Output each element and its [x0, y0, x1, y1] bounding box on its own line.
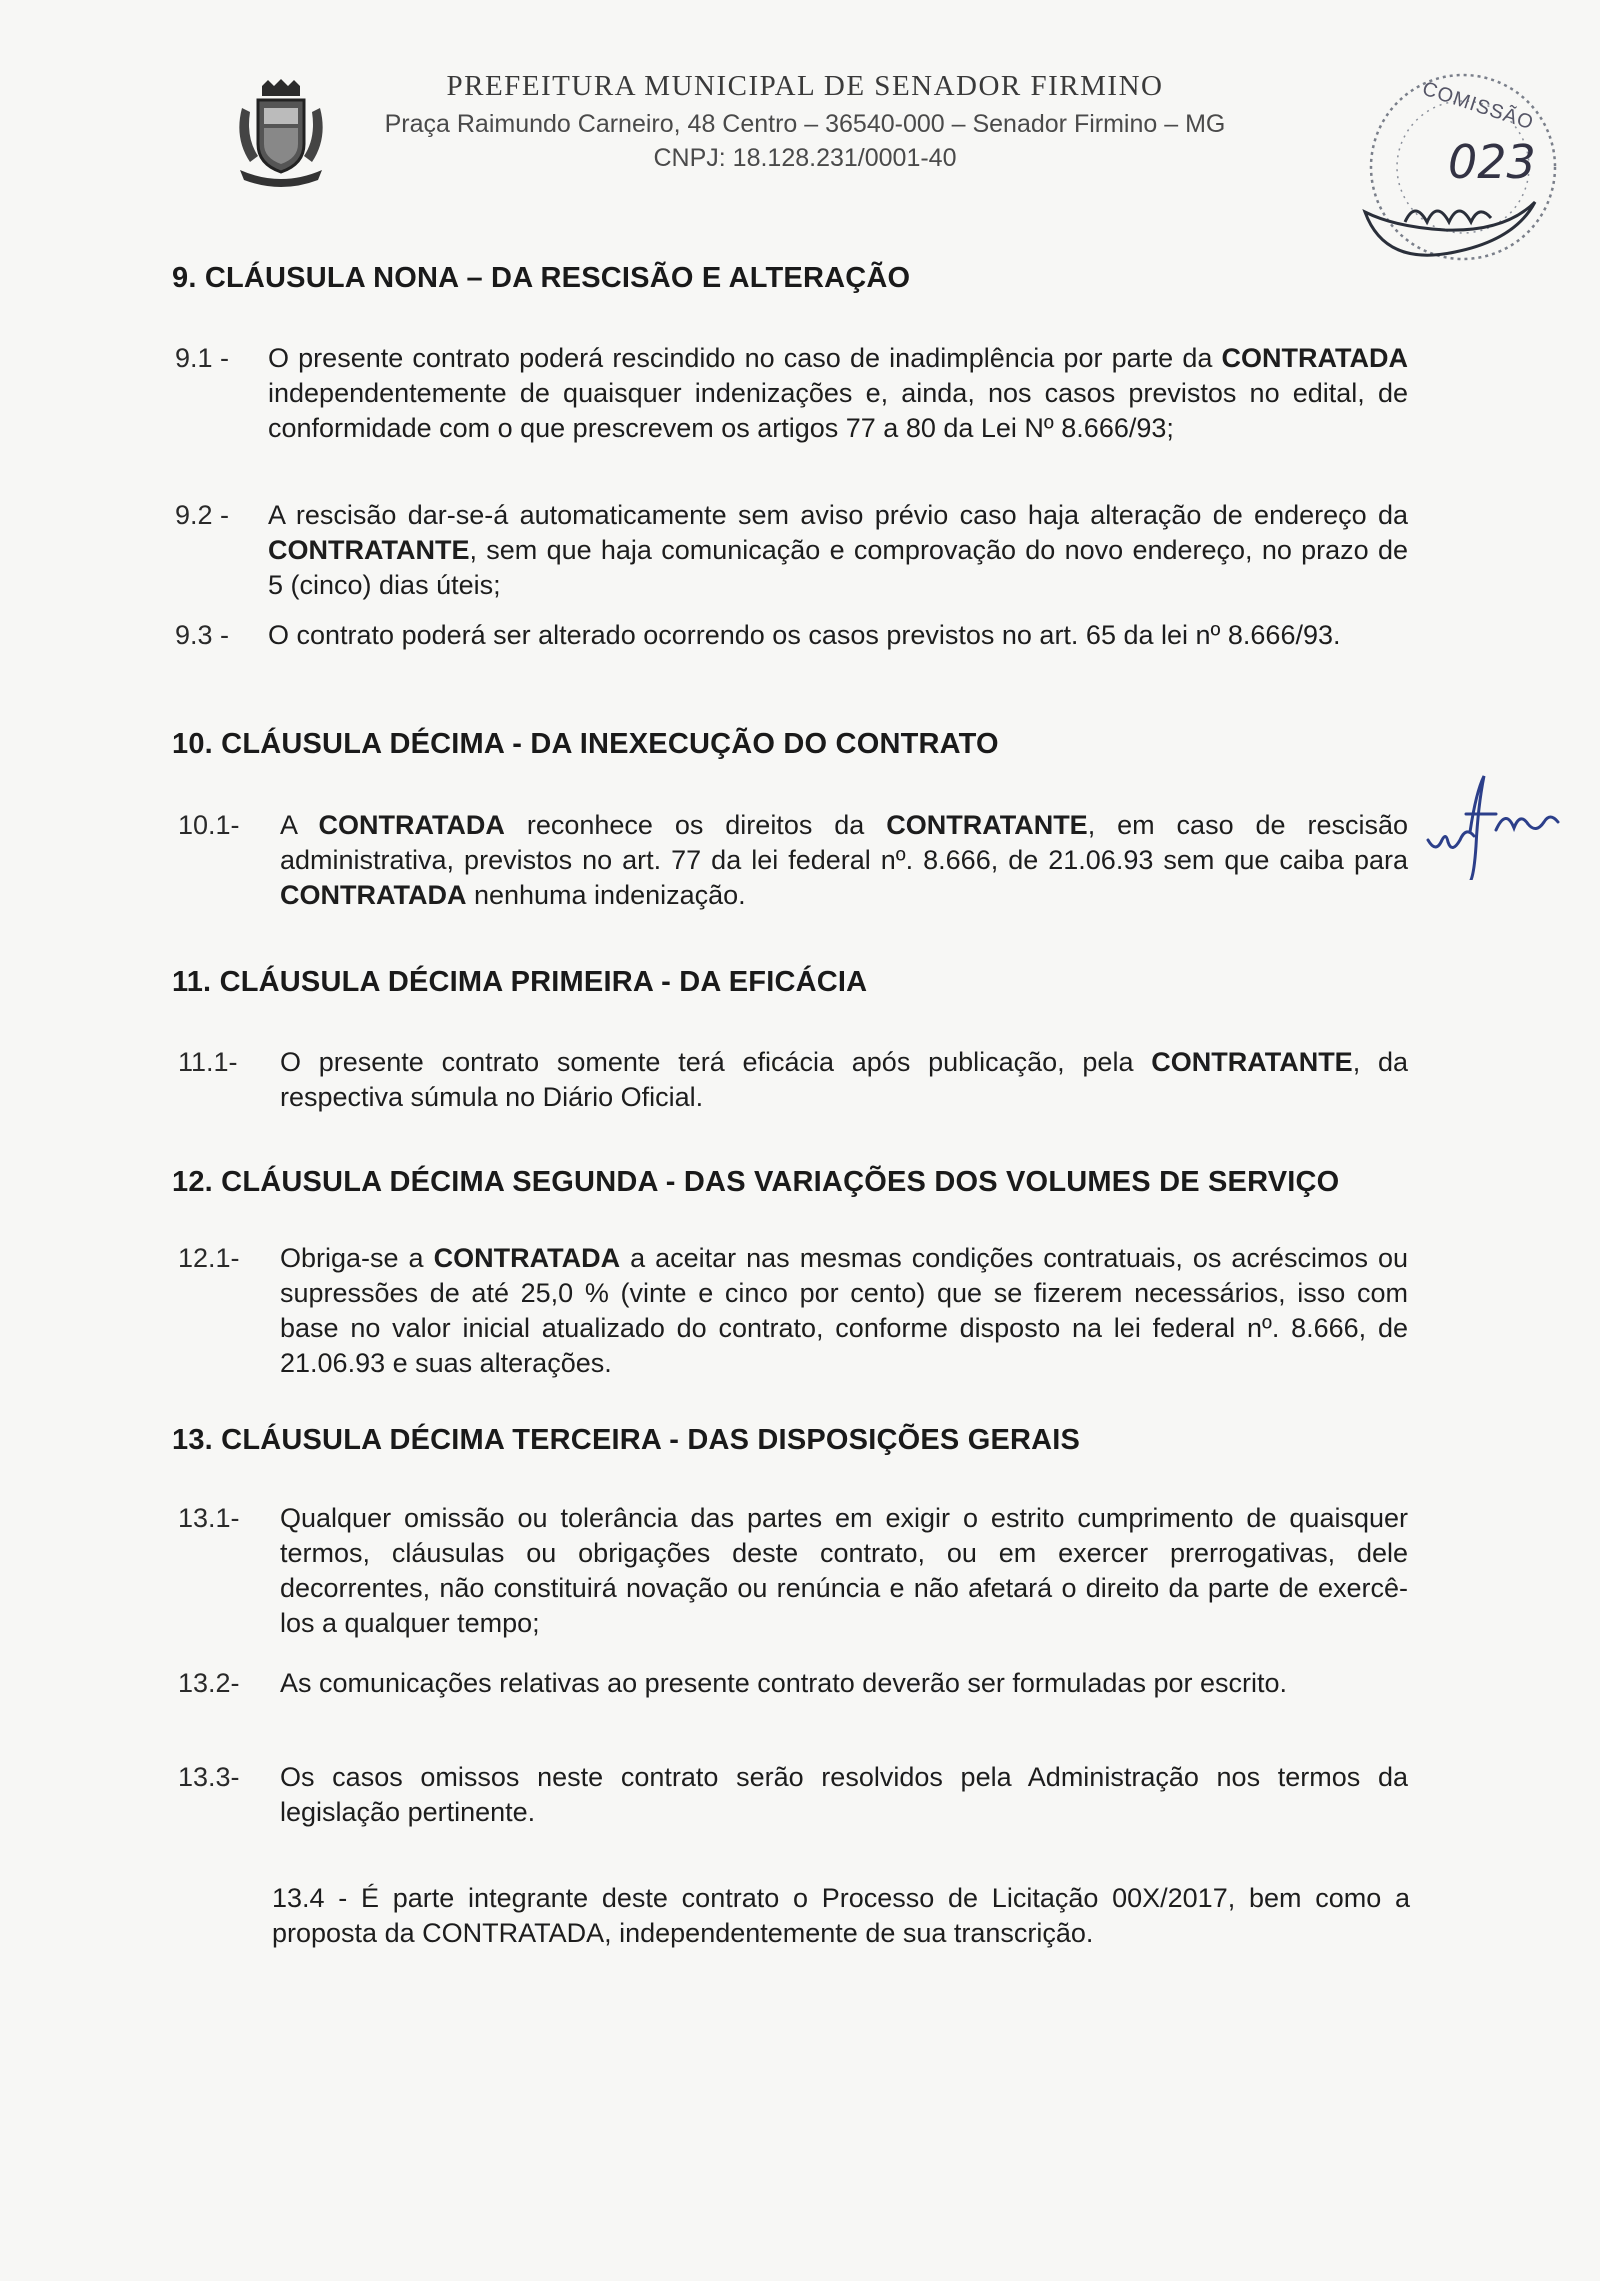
clause-12-1-text: Obriga-se a CONTRATADA a aceitar nas mesmas condições contratuais, os acréscimos ou supressões de até 25,0 % (vinte e cinco por cento) que se fizerem necessários, isso com base no valor inicial atualizado do contrato, conforme disposto na lei federal nº. 8.666, de 21.06.93 e suas alterações.	[280, 1243, 1408, 1378]
clause-11-1-number: 11.1-	[178, 1047, 238, 1077]
section-13-heading: 13. CLÁUSULA DÉCIMA TERCEIRA - DAS DISPOSIÇÕES GERAIS	[172, 1424, 1081, 1456]
clause-9-1-number: 9.1 -	[175, 343, 230, 373]
handwritten-signature	[1422, 770, 1572, 880]
clause-9-2-number: 9.2 -	[175, 500, 230, 530]
clause-12-1-number: 12.1-	[178, 1243, 240, 1273]
section-12-heading: 12. CLÁUSULA DÉCIMA SEGUNDA - DAS VARIAÇÕES DOS VOLUMES DE SERVIÇO	[172, 1166, 1340, 1198]
section-10-heading: 10. CLÁUSULA DÉCIMA - DA INEXECUÇÃO DO CONTRATO	[172, 728, 999, 760]
section-9-heading: 9. CLÁUSULA NONA – DA RESCISÃO E ALTERAÇÃO	[172, 262, 911, 294]
clause-10-1-text: A CONTRATADA reconhece os direitos da CONTRATANTE, em caso de rescisão administrativa, previstos no art. 77 da lei federal nº. 8.666, de 21.06.93 sem que caiba para CONTRATADA nenhuma indenização.	[280, 810, 1409, 910]
clause-10-1-number: 10.1-	[178, 810, 240, 840]
clause-9-3-text: O contrato poderá ser alterado ocorrendo os casos previstos no art. 65 da lei nº 8.666/93.	[268, 620, 1341, 650]
clause-11-1-text: O presente contrato somente terá eficácia após publicação, pela CONTRATANTE, da respectiva súmula no Diário Oficial.	[280, 1047, 1408, 1112]
section-11-heading: 11. CLÁUSULA DÉCIMA PRIMEIRA - DA EFICÁCIA	[172, 966, 868, 998]
stamp-page-number: 023	[1448, 135, 1536, 189]
clause-9-2-text: A rescisão dar-se-á automaticamente sem aviso prévio caso haja alteração de endereço da CONTRATANTE, sem que haja comunicação e comprovação do novo endereço, no prazo de 5 (cinco) dias úteis;	[268, 500, 1408, 600]
clause-9-1-text: O presente contrato poderá rescindido no caso de inadimplência por parte da CONTRATADA independentemente de quaisquer indenizações e, ainda, nos casos previstos no edital, de conformidade com o que prescrevem os artigos 77 a 80 da Lei Nº 8.666/93;	[268, 343, 1408, 443]
clause-13-4-text: 13.4 - É parte integrante deste contrato o Processo de Licitação 00X/2017, bem como a proposta da CONTRATADA, independentemente de sua transcrição.	[272, 1883, 1410, 1948]
clause-9-3-number: 9.3 -	[175, 620, 230, 650]
clause-13-3-text: Os casos omissos neste contrato serão resolvidos pela Administração nos termos da legislação pertinente.	[280, 1762, 1408, 1827]
header-cnpj: CNPJ: 18.128.231/0001-40	[653, 144, 957, 172]
clause-13-1-text: Qualquer omissão ou tolerância das partes em exigir o estrito cumprimento de quaisquer termos, cláusulas ou obrigações deste contrato, ou em exercer prerrogativas, dele decorrentes, não constituirá novação ou renúncia e não afetará o direito da parte de exercê-los a qualquer tempo;	[280, 1503, 1408, 1638]
header-title: PREFEITURA MUNICIPAL DE SENADOR FIRMINO	[446, 70, 1164, 102]
clause-13-3-number: 13.3-	[178, 1762, 240, 1792]
header-address: Praça Raimundo Carneiro, 48 Centro – 36540-000 – Senador Firmino – MG	[384, 110, 1226, 138]
clause-13-2-text: As comunicações relativas ao presente contrato deverão ser formuladas por escrito.	[280, 1668, 1288, 1698]
clause-13-2-number: 13.2-	[178, 1668, 240, 1698]
stamp-ring-text: COMISSÃO	[1419, 77, 1537, 135]
clause-13-1-number: 13.1-	[178, 1503, 240, 1533]
coat-of-arms-icon	[232, 78, 330, 190]
